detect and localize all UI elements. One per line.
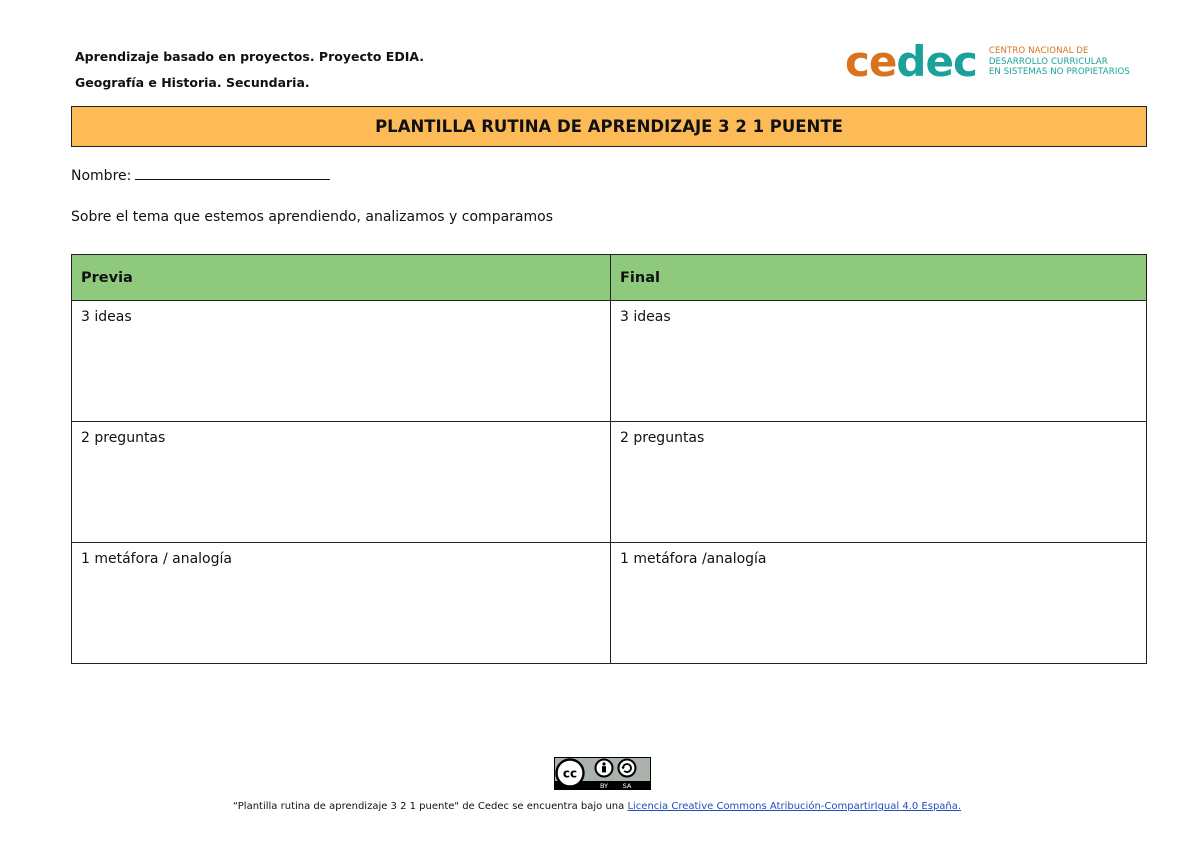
- badge-by-text: BY: [599, 782, 608, 790]
- routine-table: [71, 254, 1147, 664]
- table-row: [72, 422, 1147, 543]
- footer: [0, 757, 1204, 794]
- column-header-previa: Previa: [72, 255, 611, 301]
- logo-word-part1: ce: [845, 37, 897, 86]
- svg-text:cc: cc: [562, 766, 577, 781]
- cell-previa-preguntas[interactable]: 2 preguntas: [72, 422, 611, 543]
- cell-final-preguntas[interactable]: 2 preguntas: [611, 422, 1147, 543]
- logo-sub-line3: EN SISTEMAS NO PROPIETARIOS: [988, 67, 1130, 78]
- cell-previa-ideas[interactable]: 3 ideas: [72, 301, 611, 422]
- logo-sub-line2: DESARROLLO CURRICULAR: [988, 56, 1108, 67]
- license-link[interactable]: Licencia Creative Commons Atribución-CompartirIgual 4.0 España.: [627, 801, 962, 812]
- badge-sa-text: SA: [622, 782, 631, 790]
- column-header-final: Final: [611, 255, 1147, 301]
- cedec-logo: [845, 37, 1130, 86]
- creative-commons-by-sa-icon: [554, 757, 651, 790]
- intro-text: Sobre el tema que estemos aprendiendo, analizamos y comparamos: [71, 209, 553, 225]
- table-row: [72, 301, 1147, 422]
- license-notice: [0, 801, 1194, 812]
- page-title: PLANTILLA RUTINA DE APRENDIZAJE 3 2 1 PUENTE: [71, 106, 1147, 147]
- logo-sub-line1: CENTRO NACIONAL DE: [988, 46, 1089, 57]
- table-row: [72, 543, 1147, 664]
- cell-final-metafora[interactable]: 1 metáfora /analogía: [611, 543, 1147, 664]
- header-project-line: Aprendizaje basado en proyectos. Proyecto EDIA.: [75, 49, 425, 64]
- name-field: [71, 165, 330, 184]
- name-blank-line[interactable]: [135, 165, 330, 180]
- cell-final-ideas[interactable]: 3 ideas: [611, 301, 1147, 422]
- license-prefix: “Plantilla rutina de aprendizaje 3 2 1 puente" de Cedec se encuentra bajo una: [232, 801, 628, 812]
- table-header-row: [72, 255, 1147, 301]
- cell-previa-metafora[interactable]: 1 metáfora / analogía: [72, 543, 611, 664]
- name-label: Nombre:: [71, 168, 132, 184]
- cedec-logo-subtitle: [989, 46, 1130, 78]
- cedec-logo-word: [845, 37, 977, 86]
- header-subject-line: Geografía e Historia. Secundaria.: [75, 75, 310, 90]
- logo-word-part2: dec: [896, 37, 977, 86]
